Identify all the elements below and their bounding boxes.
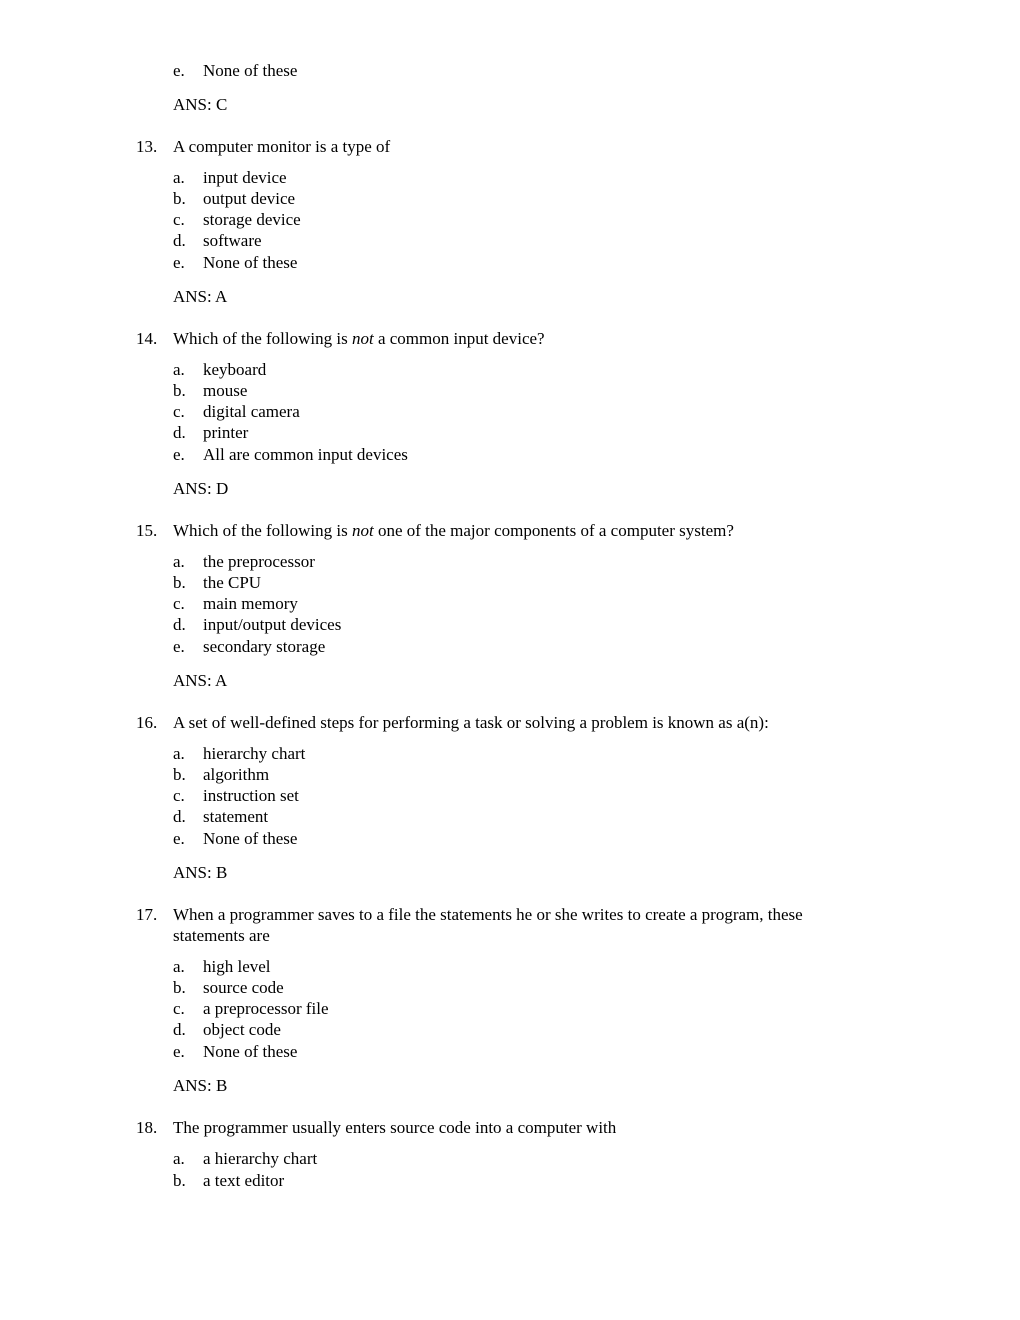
option-text: storage device: [203, 210, 301, 229]
question-number: 15.: [136, 521, 158, 540]
option-text: None of these: [203, 253, 298, 272]
option-text: a text editor: [203, 1171, 285, 1190]
question-text: [173, 329, 545, 349]
option-text: software: [203, 231, 262, 250]
question-text: A computer monitor is a type of: [173, 137, 391, 156]
option-letter: b.: [173, 573, 186, 592]
option-letter: c.: [173, 210, 185, 229]
option-letter: e.: [173, 445, 185, 464]
option-text: high level: [203, 957, 271, 976]
question-text: The programmer usually enters source code into a computer with: [173, 1118, 617, 1137]
option-text: secondary storage: [203, 637, 326, 656]
question-text-part: one of the major components of a computer system?: [373, 521, 734, 540]
option-text: None of these: [203, 61, 298, 80]
question-text-line: statements are: [173, 926, 270, 945]
option-letter: c.: [173, 786, 185, 805]
question-number: 16.: [136, 713, 158, 732]
question-text-emphasis: not: [351, 521, 374, 540]
option-letter: b.: [173, 1171, 186, 1190]
option-letter: d.: [173, 423, 186, 442]
answer-key: ANS: B: [173, 1076, 228, 1095]
option-letter: b.: [173, 189, 186, 208]
option-text: source code: [203, 978, 284, 997]
option-text: the CPU: [203, 573, 262, 592]
question-text-part: Which of the following is: [173, 329, 352, 348]
option-text: input/output devices: [203, 615, 342, 634]
option-letter: c.: [173, 999, 185, 1018]
option-letter: c.: [173, 594, 185, 613]
option-text: mouse: [203, 381, 248, 400]
option-text: None of these: [203, 1042, 298, 1061]
question-number: 17.: [136, 905, 158, 924]
question-text-emphasis: not: [351, 329, 374, 348]
answer-key: ANS: D: [173, 479, 229, 498]
option-text: algorithm: [203, 765, 270, 784]
option-letter: a.: [173, 957, 185, 976]
option-letter: d.: [173, 615, 186, 634]
option-letter: d.: [173, 807, 186, 826]
option-text: the preprocessor: [203, 552, 315, 571]
option-letter: b.: [173, 978, 186, 997]
option-letter: b.: [173, 381, 186, 400]
answer-key: ANS: A: [173, 671, 228, 690]
option-text: main memory: [203, 594, 298, 613]
option-letter: a.: [173, 744, 185, 763]
option-letter: d.: [173, 1020, 186, 1039]
option-text: None of these: [203, 829, 298, 848]
option-letter: a.: [173, 1149, 185, 1168]
question-text-part: Which of the following is: [173, 521, 352, 540]
option-letter: a.: [173, 552, 185, 571]
question-text: A set of well-defined steps for performing a task or solving a problem is known as a(n):: [173, 713, 769, 732]
option-text: digital camera: [203, 402, 300, 421]
option-letter: a.: [173, 168, 185, 187]
option-letter: e.: [173, 829, 185, 848]
answer-key: ANS: C: [173, 95, 228, 114]
option-text: a preprocessor file: [203, 999, 329, 1018]
question-number: 18.: [136, 1118, 158, 1137]
question-text: [173, 521, 734, 541]
option-text: hierarchy chart: [203, 744, 306, 763]
option-text: keyboard: [203, 360, 267, 379]
option-letter: e.: [173, 61, 185, 80]
option-letter: c.: [173, 402, 185, 421]
option-letter: b.: [173, 765, 186, 784]
option-text: printer: [203, 423, 249, 442]
option-text: object code: [203, 1020, 281, 1039]
option-letter: e.: [173, 637, 185, 656]
question-number: 14.: [136, 329, 158, 348]
option-text: a hierarchy chart: [203, 1149, 318, 1168]
answer-key: ANS: A: [173, 287, 228, 306]
question-text-line: When a programmer saves to a file the statements he or she writes to create a program, these: [173, 905, 803, 924]
option-letter: d.: [173, 231, 186, 250]
option-text: input device: [203, 168, 287, 187]
option-text: output device: [203, 189, 296, 208]
question-number: 13.: [136, 137, 158, 156]
option-text: All are common input devices: [203, 445, 408, 464]
option-text: statement: [203, 807, 269, 826]
option-letter: e.: [173, 1042, 185, 1061]
option-letter: e.: [173, 253, 185, 272]
answer-key: ANS: B: [173, 863, 228, 882]
option-letter: a.: [173, 360, 185, 379]
option-text: instruction set: [203, 786, 299, 805]
question-text-part: a common input device?: [373, 329, 545, 348]
